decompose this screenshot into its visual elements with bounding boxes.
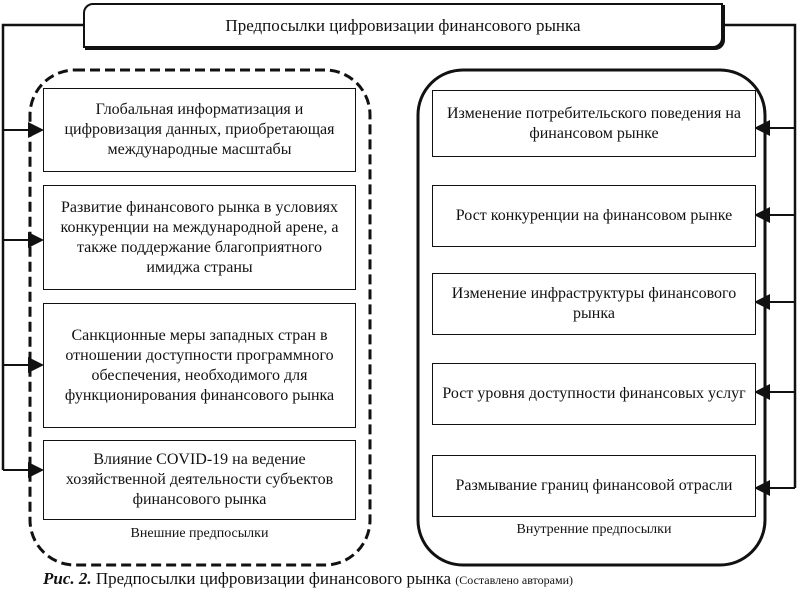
internal-item-2: Рост конкуренции на финансовом рынке (432, 185, 756, 247)
external-item-3: Санкционные меры западных стран в отношении доступности программного обеспечения, необходимого для функционирования финансового рынка (43, 303, 356, 428)
external-item-2: Развитие финансового рынка в условиях конкуренции на международной арене, а также поддержание благоприятного имиджа страны (43, 185, 356, 290)
figure-caption (43, 569, 573, 589)
internal-item-4: Рост уровня доступности финансовых услуг (432, 363, 756, 425)
caption-label: Рис. 2. (43, 569, 92, 588)
caption-note: (Составлено авторами) (455, 573, 573, 587)
external-item-1: Глобальная информатизация и цифровизация данных, приобретающая международные масштабы (43, 88, 356, 172)
internal-item-1: Изменение потребительского поведения на финансовом рынке (432, 90, 756, 157)
internal-item-5: Размывание границ финансовой отрасли (432, 455, 756, 517)
internal-item-3: Изменение инфраструктуры финансового рынка (432, 273, 756, 335)
caption-text: Предпосылки цифровизации финансового рынка (95, 569, 452, 588)
external-group-label: Внешние предпосылки (130, 526, 269, 541)
internal-group-label: Внутренние предпосылки (516, 522, 672, 537)
diagram-title: Предпосылки цифровизации финансового рынка (83, 3, 723, 48)
external-item-4: Влияние COVID-19 на ведение хозяйственной деятельности субъектов финансового рынка (43, 440, 356, 520)
